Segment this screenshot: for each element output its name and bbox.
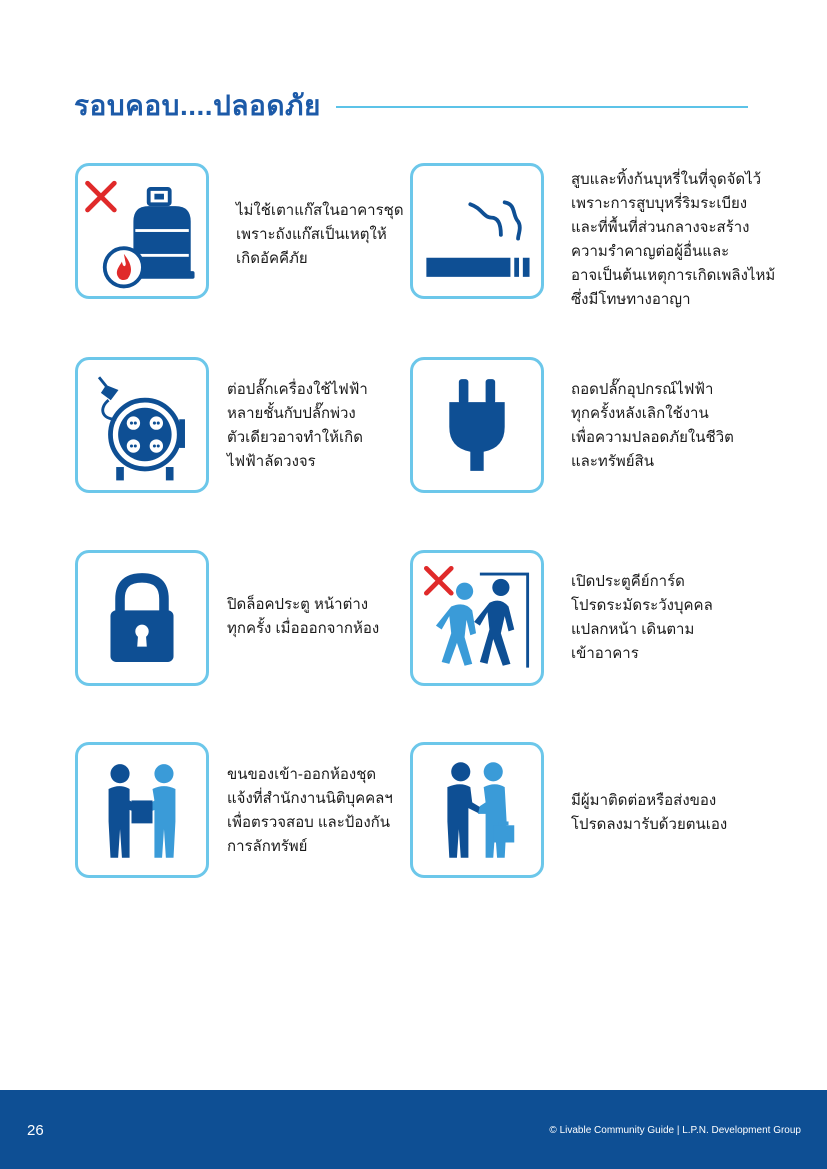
handing-package-icon — [78, 745, 206, 875]
title-rule — [336, 106, 748, 108]
gas-cylinder-icon — [78, 166, 206, 296]
tip-text: ต่อปลั๊กเครื่องใช้ไฟฟ้า หลายชั้นกับปลั๊กพ่วง ตัวเดียวอาจทำให้เกิด ไฟฟ้าลัดวงจร — [227, 381, 368, 470]
tip-text: ปิดล็อคประตู หน้าต่าง ทุกครั้ง เมื่อออกจากห้อง — [227, 596, 380, 637]
page-title: รอบคอบ....ปลอดภัย — [74, 90, 321, 121]
footer-credit: © Livable Community Guide | L.P.N. Development Group — [549, 1125, 801, 1136]
tip-text: ถอดปลั๊กอุปกรณ์ไฟฟ้า ทุกครั้งหลังเลิกใช้งาน เพื่อความปลอดภัยในชีวิต และทรัพย์สิน — [571, 381, 734, 470]
tailgating-stranger-icon — [413, 553, 541, 683]
electric-plug-icon — [413, 360, 541, 490]
tip-card-power-strip — [75, 357, 209, 493]
tip-text: ไม่ใช้เตาแก๊สในอาคารชุด เพราะถังแก๊สเป็นเหตุให้ เกิดอัคคีภัย — [236, 202, 404, 267]
tip-card-gas — [75, 163, 209, 299]
handshake-delivery-icon — [413, 745, 541, 875]
tip-text: มีผู้มาติดต่อหรือส่งของ โปรดลงมารับด้วยตนเอง — [571, 792, 728, 833]
tip-card-lock — [75, 550, 209, 686]
page-footer — [0, 1090, 827, 1169]
cigarette-icon — [413, 166, 541, 296]
tip-card-smoking — [410, 163, 544, 299]
tip-card-moving — [75, 742, 209, 878]
tip-card-plug — [410, 357, 544, 493]
tip-text: ขนของเข้า-ออกห้องชุด แจ้งที่สำนักงานนิติบุคคลฯ เพื่อตรวจสอบ และป้องกัน การลักทรัพย์ — [227, 766, 393, 855]
tip-text: เปิดประตูคีย์การ์ด โปรดระมัดระวังบุคคล แปลกหน้า เดินตาม เข้าอาคาร — [571, 573, 713, 662]
tip-card-keycard — [410, 550, 544, 686]
power-strip-reel-icon — [78, 360, 206, 490]
tip-text: สูบและทิ้งก้นบุหรี่ในที่จุดจัดไว้ เพราะการสูบบุหรี่ริมระเบียง และที่พื้นที่ส่วนกลางจะสร้าง ความรำคาญต่อผู้อื่นและ อาจเป็นต้นเหตุการเกิดเพลิงไหม้ ซึ่งมีโทษทางอาญา — [571, 171, 776, 308]
page-number: 26 — [27, 1122, 44, 1139]
padlock-icon — [78, 553, 206, 683]
tip-card-visitor — [410, 742, 544, 878]
